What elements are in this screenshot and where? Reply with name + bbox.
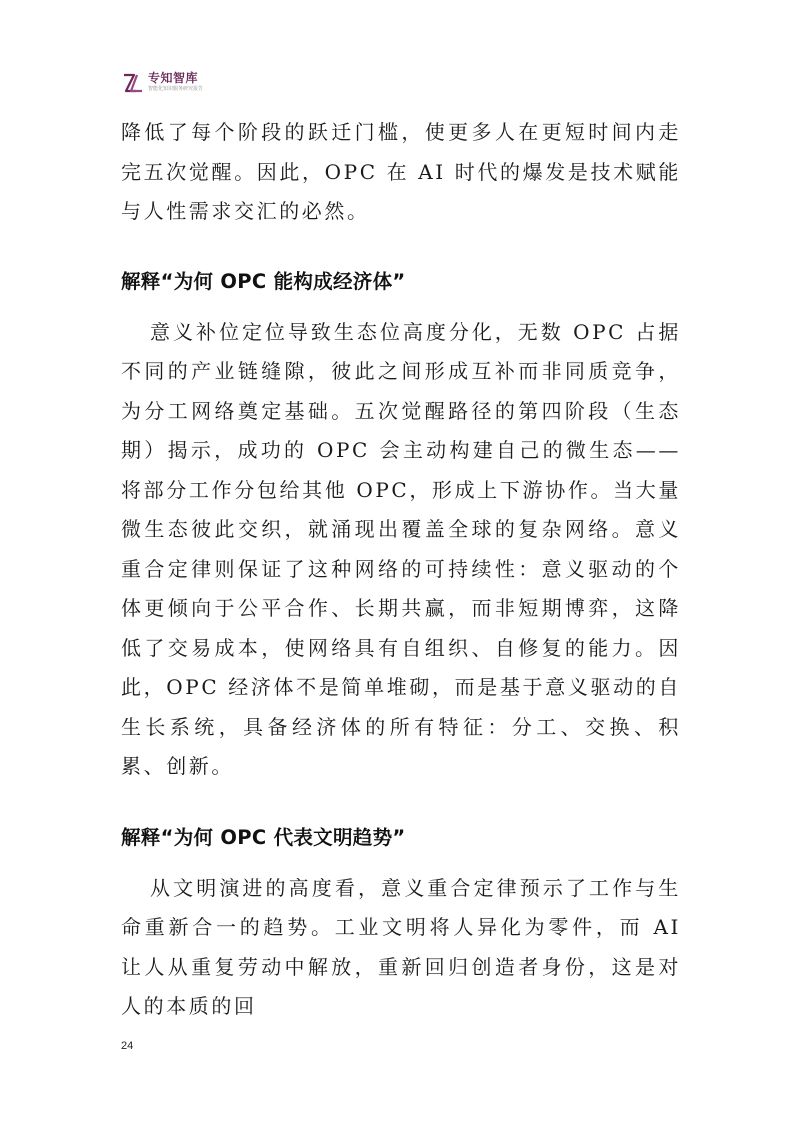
logo-name: 专知智库 — [148, 71, 199, 85]
paragraph-continued: 降低了每个阶段的跃迁门槛，使更多人在更短时间内走完五次觉醒。因此，OPC 在 AI 时代的爆发是技术赋能与人性需求交汇的必然。 — [121, 120, 681, 223]
paragraph-economy: 意义补位定位导致生态位高度分化，无数 OPC 占据不同的产业链缝隙，彼此之间形成互补而非同质竞争，为分工网络奠定基础。五次觉醒路径的第四阶段（生态期）揭示，成功的 OPC 会主动构建自己的微生态——将部分工作分包给其他 OPC，形成上下游协作。当大量微生态彼此交织，就涌现出覆盖全球的复杂网络。意义重合定律则保证了这种网络的可持续性：意义驱动的个体更倾向于公平合作、长期共赢，而非短期博弈，这降低了交易成本，使网络具有自组织、自修复的能力。因此，OPC 经济体不是简单堆砌，而是基于意义驱动的自生长系统，具备经济体的所有特征：分工、交换、积累、创新。 — [121, 319, 681, 778]
page-number: 24 — [121, 1040, 134, 1052]
document-body — [121, 113, 681, 1027]
header-logo — [122, 70, 203, 98]
paragraph-civilization: 从文明演进的高度看，意义重合定律预示了工作与生命重新合一的趋势。工业文明将人异化为零件，而 AI 让人从重复劳动中解放，重新回归创造者身份，这是对人的本质的回 — [121, 875, 681, 1018]
section-heading-civilization: 解释“为何 OPC 代表文明趋势” — [121, 825, 406, 849]
zl-logo-icon — [122, 72, 144, 94]
logo-tagline: 智能化知识服务研究报告 — [148, 86, 204, 92]
section-heading-economy: 解释“为何 OPC 能构成经济体” — [121, 269, 406, 293]
